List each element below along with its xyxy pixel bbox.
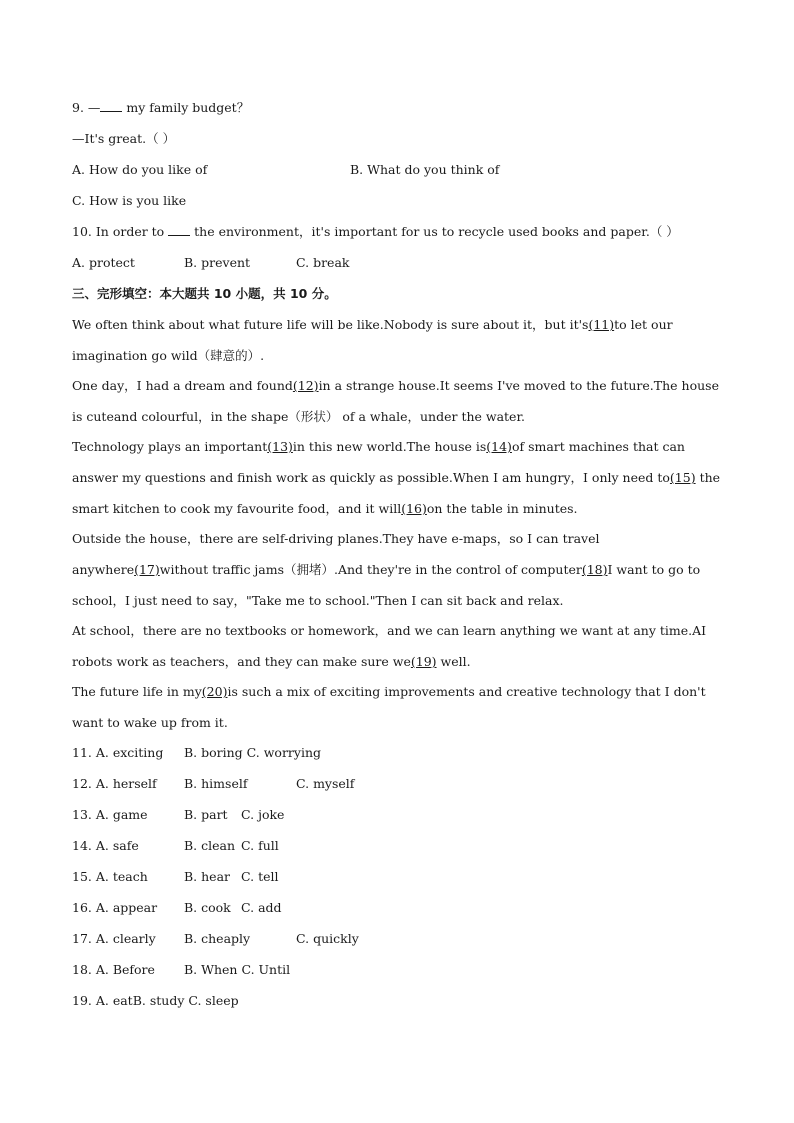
q17-option-b: B. cheaply: [184, 931, 251, 946]
q10-option-c: C. break: [296, 255, 350, 270]
blank-number-14: (14): [486, 439, 512, 454]
blank-number-18: (18): [581, 562, 608, 577]
options-18: [72, 962, 722, 978]
q15-option-b: B. hear: [184, 869, 231, 884]
blank-number-11: (11): [588, 317, 615, 332]
q10-blank: [168, 224, 190, 236]
passage-text: I want to go to school，I just need to say，"Take me to school."Then I can sit back and relax.: [72, 562, 701, 608]
q9-prefix: 9. —: [72, 100, 101, 115]
q15-option-c: C. tell: [241, 869, 279, 884]
q12-option-c: C. myself: [296, 776, 355, 791]
blank-number-17: (17): [134, 562, 160, 577]
passage-text: Outside the house，there are self-driving planes.They have e-maps，so I can travel anywhere: [72, 531, 600, 577]
passage-text: Technology plays an important: [72, 439, 268, 454]
passage-text: in a strange house.It seems I've moved to the future.The house is cuteand colourful，in the shape（形状） of a whale，under the water.: [72, 378, 719, 424]
options-16: [72, 900, 722, 916]
options-12: [72, 776, 722, 792]
q10-option-a: A. protect: [72, 255, 135, 270]
passage-text: on the table in minutes.: [426, 501, 578, 516]
q13-option-c: C. joke: [241, 807, 285, 822]
q12-option-a: 12. A. herself: [72, 776, 157, 791]
q9-option-a: A. How do you like of: [72, 162, 208, 177]
passage-text: One day，I had a dream and found: [72, 378, 293, 393]
q12-option-b: B. himself: [184, 776, 248, 791]
passage-text: of smart machines that can answer my questions and finish work as quickly as possible.When I am hungry，I only need to: [72, 439, 685, 485]
options-14: [72, 838, 722, 854]
passage-paragraph-4: [72, 523, 722, 616]
question-9: [72, 100, 722, 116]
question-10: [72, 224, 722, 240]
q10-rest: the environment，it's important for us to recycle used books and paper.（ ）: [190, 224, 679, 239]
passage-paragraph-2: [72, 370, 722, 432]
q18-option-bc: B. When C. Until: [184, 962, 291, 977]
q13-option-a: 13. A. game: [72, 807, 148, 822]
section-3-heading: 三、完形填空：本大题共 10 小题，共 10 分。: [72, 286, 337, 301]
passage-text: We often think about what future life will be like.Nobody is sure about it，but it's: [72, 317, 589, 332]
q9-option-b: B. What do you think of: [350, 162, 500, 177]
passage-text: without traffic jams（拥堵）.And they're in the control of computer: [159, 562, 582, 577]
passage-text: The future life in my: [72, 684, 202, 699]
options-11: [72, 745, 722, 761]
q16-option-a: 16. A. appear: [72, 900, 158, 915]
exam-page: [72, 100, 722, 1024]
passage-text: the smart kitchen to cook my favourite food，and it will: [72, 470, 721, 516]
q17-option-c: C. quickly: [296, 931, 359, 946]
passage-text: is such a mix of exciting improvements and creative technology that I don't want to wake up from it.: [72, 684, 706, 730]
q17-option-a: 17. A. clearly: [72, 931, 156, 946]
q9-options-ab: [72, 162, 722, 178]
q9-rest: my family budget？: [122, 100, 250, 115]
passage-paragraph-1: [72, 309, 722, 371]
q9-answer-line: —It's great.（ ）: [72, 131, 176, 146]
q14-option-a: 14. A. safe: [72, 838, 139, 853]
blank-number-16: (16): [401, 501, 427, 516]
options-15: [72, 869, 722, 885]
blank-number-19: (19): [410, 654, 437, 669]
q11-option-a: 11. A. exciting: [72, 745, 164, 760]
passage-paragraph-5: [72, 615, 722, 677]
q11-option-bc: B. boring C. worrying: [184, 745, 322, 760]
q10-options: [72, 255, 722, 271]
q10-option-b: B. prevent: [184, 255, 251, 270]
passage-paragraph-6: [72, 676, 722, 738]
options-13: [72, 807, 722, 823]
q16-option-c: C. add: [241, 900, 282, 915]
passage-text: in this new world.The house is: [292, 439, 487, 454]
q19-options: 19. A. eatB. study C. sleep: [72, 993, 239, 1008]
q14-option-b: B. clean: [184, 838, 236, 853]
q15-option-a: 15. A. teach: [72, 869, 148, 884]
options-19: [72, 993, 722, 1009]
q16-option-b: B. cook: [184, 900, 231, 915]
passage-paragraph-3: [72, 431, 722, 524]
passage-text: well.: [436, 654, 471, 669]
q9-option-c: C. How is you like: [72, 193, 187, 208]
passage-text: At school，there are no textbooks or homework，and we can learn anything we want at any time.AI robots work as teachers，and they can make sure we: [72, 623, 707, 669]
q14-option-c: C. full: [241, 838, 279, 853]
q13-option-b: B. part: [184, 807, 228, 822]
blank-number-12: (12): [292, 378, 319, 393]
blank-number-15: (15): [669, 470, 696, 485]
q10-prefix: 10. In order to: [72, 224, 169, 239]
blank-number-13: (13): [267, 439, 293, 454]
q9-blank: [100, 100, 122, 112]
passage-text: to let our imagination go wild（肆意的）.: [72, 317, 673, 363]
q18-option-a: 18. A. Before: [72, 962, 155, 977]
blank-number-20: (20): [201, 684, 228, 699]
options-17: [72, 931, 722, 947]
